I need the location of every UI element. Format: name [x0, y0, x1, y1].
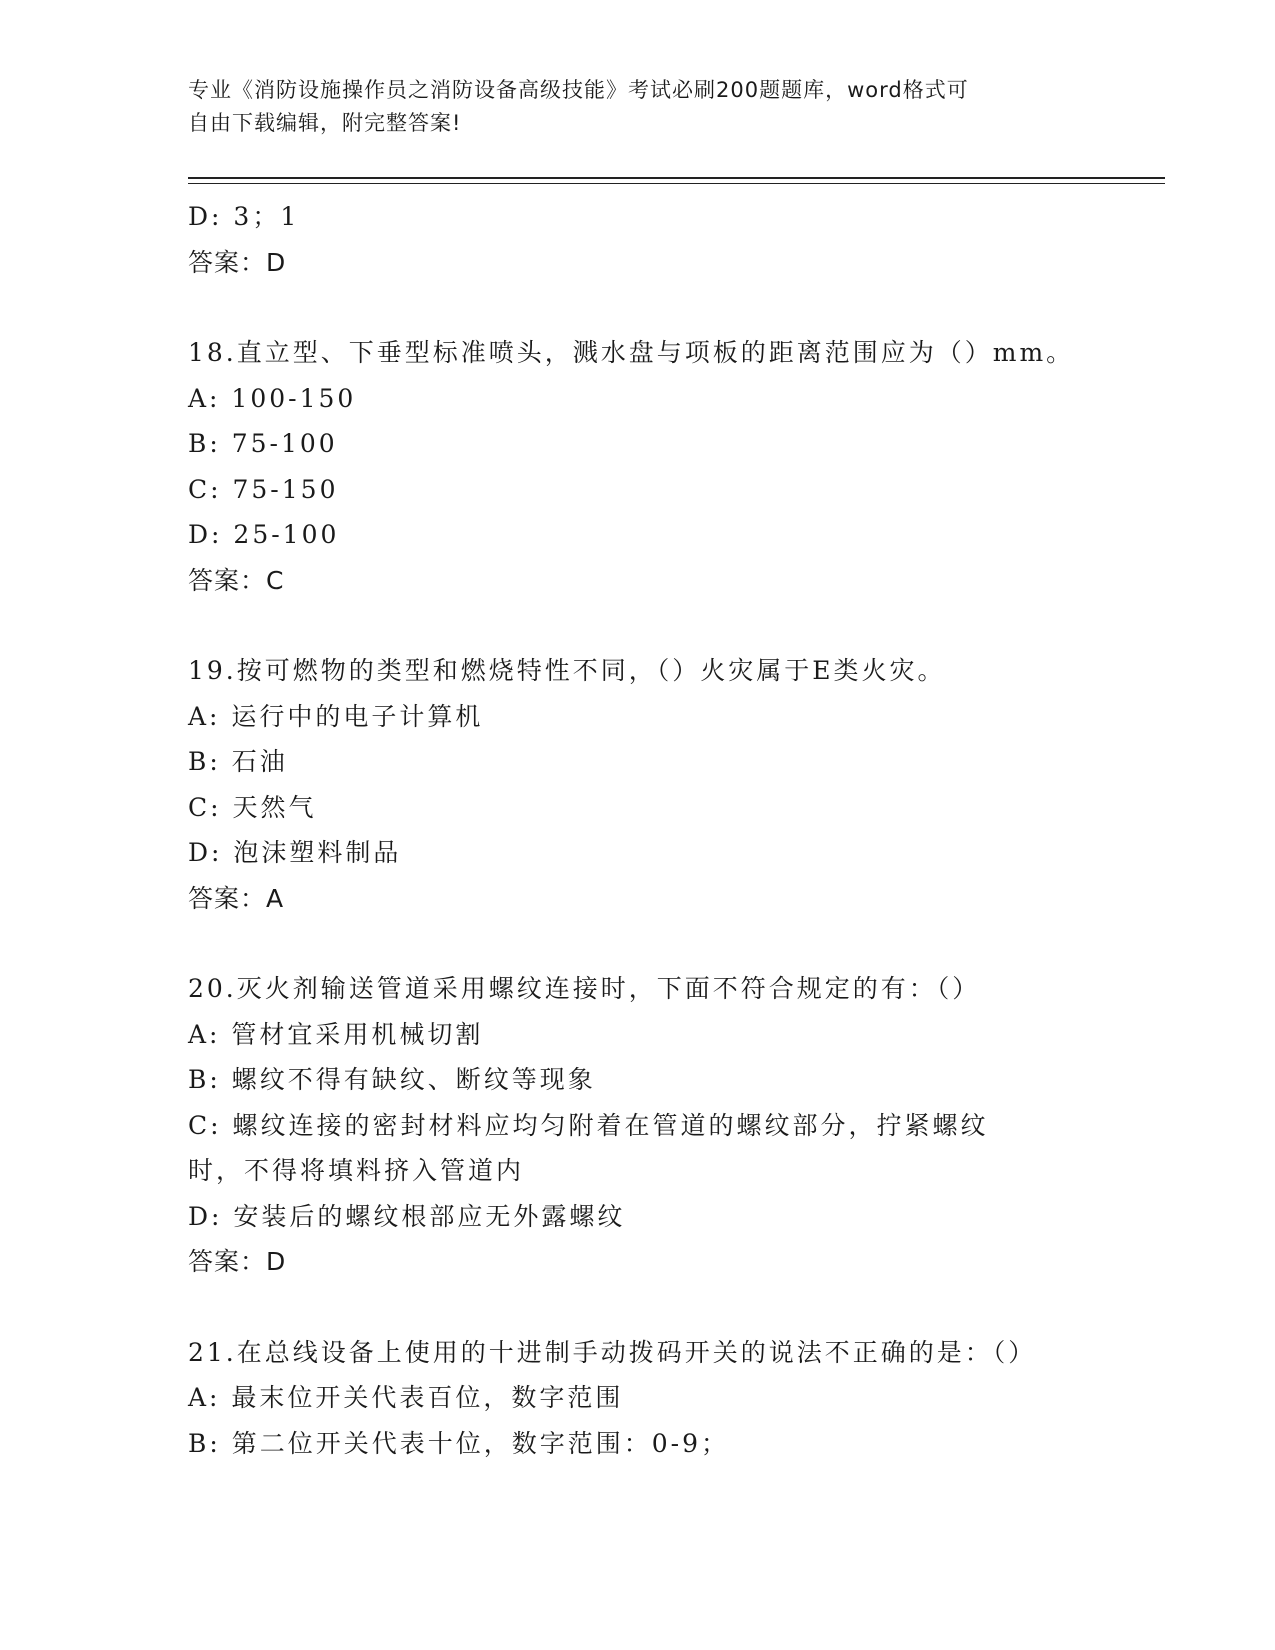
answer-line: 答案：D [188, 247, 287, 277]
question-stem: 19.按可燃物的类型和燃烧特性不同，（）火灾属于E类火灾。 [188, 656, 946, 685]
question-21 [188, 1330, 1088, 1467]
option-d: D: 泡沫塑料制品 [188, 838, 402, 867]
option-c: C: 螺纹连接的密封材料应均匀附着在管道的螺纹部分，拧紧螺纹时，不得将填料挤入管道内 [188, 1110, 989, 1185]
answer-line: 答案：C [188, 565, 285, 595]
option-c: C: 天然气 [188, 792, 317, 822]
option-c: C: 75-150 [188, 474, 339, 504]
header-divider-thin [188, 183, 1165, 184]
header-line-1: 专业《消防设施操作员之消防设备高级技能》考试必刷200题题库，word格式可 [188, 78, 969, 102]
answer-line: 答案：D [188, 1247, 287, 1276]
option-b: B: 石油 [188, 747, 288, 776]
header-line-2: 自由下载编辑，附完整答案! [188, 111, 462, 135]
document-header [188, 74, 1068, 140]
option-d: D: 25-100 [188, 520, 340, 549]
option-d: D: 安装后的螺纹根部应无外露螺纹 [188, 1201, 626, 1231]
option-a: A: 100-150 [188, 383, 357, 413]
question-stem: 20.灭火剂输送管道采用螺纹连接时，下面不符合规定的有：（） [188, 974, 981, 1003]
question-stem: 18.直立型、下垂型标准喷头，溅水盘与项板的距离范围应为（）mm。 [188, 338, 1075, 367]
header-divider [188, 177, 1165, 179]
answer-line: 答案：A [188, 883, 285, 913]
question-20 [188, 966, 1088, 1285]
question-19 [188, 648, 1088, 921]
option-a: A: 管材宜采用机械切割 [188, 1019, 484, 1049]
question-18 [188, 330, 1088, 603]
option-b: B: 螺纹不得有缺纹、断纹等现象 [188, 1065, 596, 1094]
option-d: D: 3；1 [188, 202, 300, 231]
option-a: A: 最末位开关代表百位，数字范围 [188, 1383, 624, 1412]
option-a: A: 运行中的电子计算机 [188, 701, 484, 731]
question-list [188, 194, 1088, 1466]
option-b: B: 第二位开关代表十位，数字范围：0-9； [188, 1428, 730, 1458]
option-b: B: 75-100 [188, 429, 338, 458]
question-stem: 21.在总线设备上使用的十进制手动拨码开关的说法不正确的是：（） [188, 1337, 1037, 1367]
previous-question-tail [188, 194, 1088, 285]
